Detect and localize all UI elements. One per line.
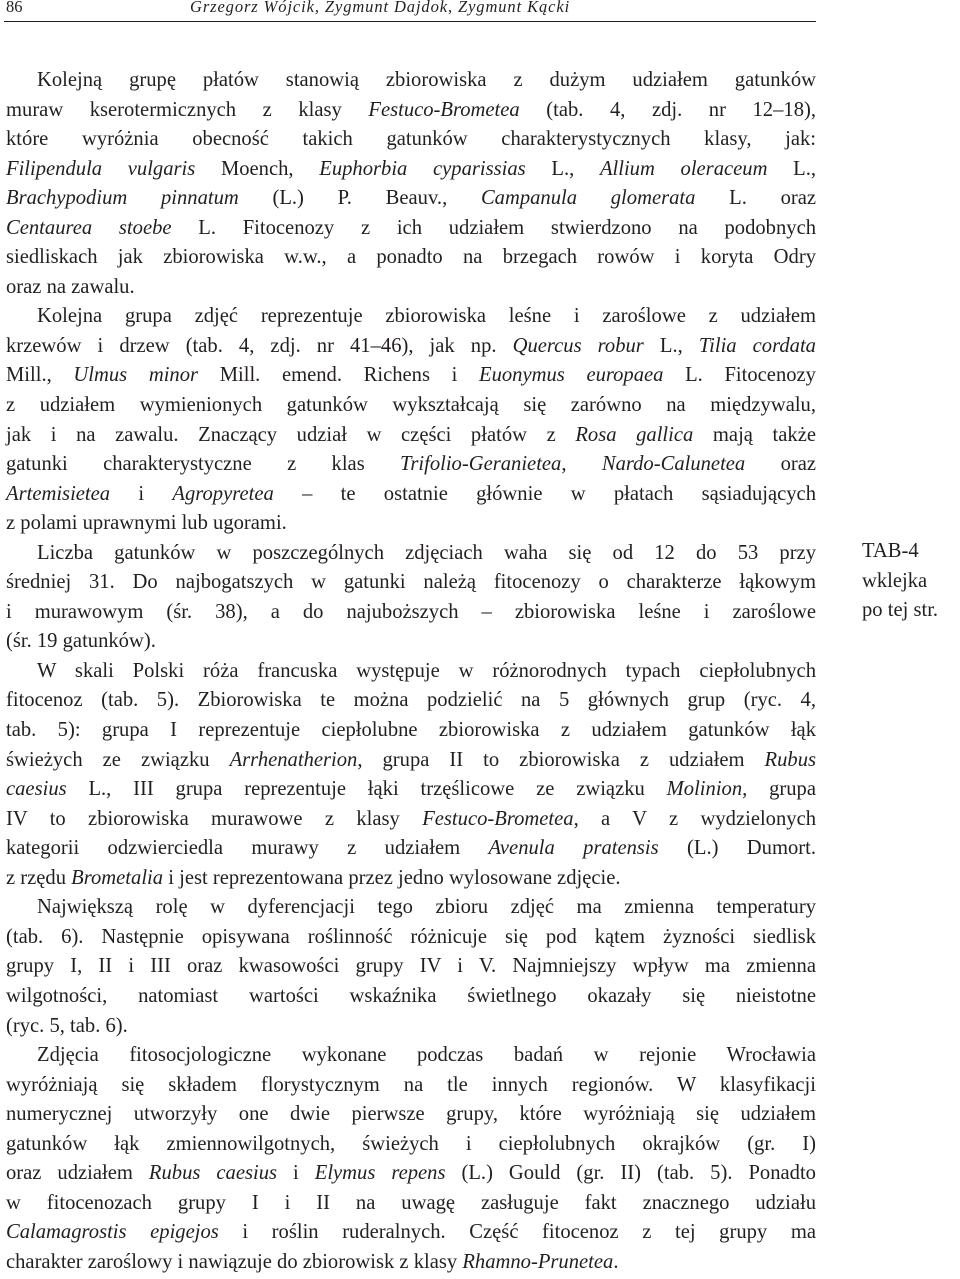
text-line [6,1159,816,1189]
text-line [6,184,816,214]
italic-taxon: Tilia cordata [698,334,816,357]
text-run: w fitocenozach grupy I i II na uwagę zasługuje fakt znacznego udziału [6,1191,816,1214]
text-run: gatunków łąk zmiennowilgotnych, świeżych i ciepłolubnych okrajków (gr. I) [6,1132,816,1155]
italic-taxon: Campanula glomerata [480,187,696,210]
italic-taxon: Molinion, [666,778,748,801]
italic-taxon: Rosa gallica [575,423,694,446]
text-line [6,509,816,539]
margin-note-line: wklejka [862,569,928,592]
text-run: i [277,1162,315,1185]
text-line [6,686,816,716]
text-run: siedliskach jak zbiorowiska w.w., a ponadto na brzegach rowów i koryta Odry [6,246,816,269]
italic-taxon: Brometalia [71,866,164,889]
text-run: Moench, [195,157,320,180]
italic-taxon: Rhamno-Prunetea [462,1250,614,1273]
italic-taxon: Festuco-Brometea [368,98,520,121]
text-run: charakter zaroślowy i nawiązuje do zbiorowisk z klasy [6,1250,463,1273]
text-line [6,893,816,923]
text-line [6,96,816,126]
text-run: (L.) Gould (gr. II) (tab. 5). Ponadto [445,1162,816,1185]
margin-note-line: po tej str. [862,599,939,622]
page-number: 86 [6,0,23,16]
text-line [6,568,816,598]
text-line [6,716,816,746]
italic-taxon: Quercus robur [512,334,644,357]
text-line [6,657,816,687]
text-run: (L.) Dumort. [658,837,816,860]
italic-taxon: Festuco-Brometea [422,807,574,830]
italic-taxon: Ulmus minor [73,364,199,387]
text-line [6,952,816,982]
text-line [6,1189,816,1219]
italic-taxon: Euphorbia cyparissias [319,157,526,180]
text-run: świeżych ze związku [6,748,230,771]
text-run: L. Fitocenozy z ich udziałem stwierdzono na podobnych [171,216,817,239]
paragraph [6,657,816,893]
text-run: krzewów i drzew (tab. 4, zdj. nr 41–46), jak np. [6,334,513,357]
text-run: mają także [693,423,816,446]
paragraph [6,302,816,538]
text-run: Zdjęcia fitosocjologiczne wykonane podczas badań w rejonie Wrocławia [37,1044,816,1067]
text-run: W skali Polski róża francuska występuje w różnorodnych typach ciepłolubnych [37,659,816,682]
text-run: gatunki charakterystyczne z klas [6,453,401,476]
text-line [6,391,816,421]
text-line [6,1071,816,1101]
text-run: L., III grupa reprezentuje łąki trzęślicowe ze związku [66,778,667,801]
text-run: numerycznej utworzyły one dwie pierwsze grupy, które wyróżniają się udziałem [6,1103,816,1126]
text-line [6,361,816,391]
text-run: L. oraz [695,187,816,210]
text-run: wilgotności, natomiast wartości wskaźnika świetlnego okazały się nieistotne [6,984,816,1007]
text-run: z polami uprawnymi lub ugorami. [6,512,287,535]
text-run: grupa [747,778,816,801]
text-run: (śr. 19 gatunków). [6,630,156,653]
text-run: z udziałem wymienionych gatunków wykształcają się zarówno na międzywalu, [6,394,816,417]
text-run: , a V z wydzielonych [573,807,817,830]
italic-taxon: Nardo-Calunetea [601,453,746,476]
italic-taxon: caesius [6,778,67,801]
article-body [6,66,816,1277]
italic-taxon: Avenula pratensis [488,837,659,860]
text-run: (tab. 4, zdj. nr 12–18), [519,98,816,121]
text-run: Największą rolę w dyferencjacji tego zbioru zdjęć ma zmienna temperatury [37,896,816,919]
text-line [6,1041,816,1071]
italic-taxon: Filipendula vulgaris [6,157,196,180]
italic-taxon: Brachypodium pinnatum [6,187,239,210]
text-line [6,627,816,657]
text-line [6,302,816,332]
text-run: tab. 5): grupa I reprezentuje ciepłolubne zbiorowiska z udziałem gatunków łąk [6,719,816,742]
text-run: jak i na zawalu. Znaczący udział w części płatów z [6,423,576,446]
italic-taxon: Arrhenatherion [229,748,358,771]
text-line [6,66,816,96]
text-run: i [110,482,173,505]
italic-taxon: Rubus caesius [148,1162,278,1185]
text-line [6,864,816,894]
text-run: oraz [745,453,816,476]
text-line [6,243,816,273]
text-run: L., [643,334,699,357]
text-run: (tab. 6). Następnie opisywana roślinność różnicuje się pod kątem żyzności siedlisk [6,925,816,948]
text-run: L., [525,157,600,180]
text-run: Kolejna grupa zdjęć reprezentuje zbiorowiska leśne i zaroślowe z udziałem [37,305,816,328]
text-run: grupy I, II i III oraz kwasowości grupy IV i V. Najmniejszy wpływ ma zmienna [6,955,816,978]
text-run: L., [767,157,817,180]
text-run: Kolejną grupę płatów stanowią zbiorowiska z dużym udziałem gatunków [37,69,816,91]
text-line [6,598,816,628]
text-run: , grupa II to zbiorowiska z udziałem [357,748,765,771]
text-run: wyróżniają się składem florystycznym na tle innych regionów. W klasyfikacji [6,1073,816,1096]
text-run: kategorii odzwierciedla murawy z udziałem [6,837,489,860]
text-run: Mill., [6,364,74,387]
text-run: IV to zbiorowiska murawowe z klasy [6,807,423,830]
text-run: oraz na zawalu. [6,275,135,298]
italic-taxon: Calamagrostis epigejos [6,1221,219,1244]
text-run: oraz udziałem [6,1162,149,1185]
text-line [6,1012,816,1042]
italic-taxon: Centaurea stoebe [6,216,172,239]
text-run: i jest reprezentowana przez jedno wylosowane zdjęcie. [163,866,621,889]
paragraph [6,1041,816,1277]
text-line [6,982,816,1012]
italic-taxon: Agropyretea [172,482,274,505]
text-run: Mill. emend. Richens i [198,364,479,387]
text-line [6,273,816,303]
text-line [6,125,816,155]
text-line [6,1248,816,1278]
italic-taxon: Allium oleraceum [599,157,768,180]
running-head-authors: Grzegorz Wójcik, Zygmunt Dajdok, Zygmunt Kącki [190,0,571,16]
text-run: średniej 31. Do najbogatszych w gatunki należą fitocenozy o charakterze łąkowym [6,571,816,594]
text-line [6,450,816,480]
text-line [6,805,816,835]
text-run: i roślin ruderalnych. Część fitocenoz z tej grupy ma [218,1221,816,1244]
paragraph [6,893,816,1041]
text-line [6,332,816,362]
header-divider [4,21,816,22]
text-run: z rzędu [6,866,72,889]
text-run: . [613,1250,619,1273]
italic-taxon: Trifolio-Geranietea [400,453,562,476]
paragraph [6,539,816,657]
text-line [6,1100,816,1130]
text-run: (L.) P. Beauv., [238,187,481,210]
text-run: – te ostatnie głównie w płatach sąsiadujących [273,482,816,505]
italic-taxon: Euonymus europaea [479,364,664,387]
text-line [6,214,816,244]
text-line [6,155,816,185]
text-line [6,923,816,953]
text-line [6,834,816,864]
text-line [6,775,816,805]
text-line [6,1218,816,1248]
text-run: L. Fitocenozy [663,364,816,387]
text-run: i murawowym (śr. 38), a do najuboższych – zbiorowiska leśne i zaroślowe [6,600,816,623]
text-run: Liczba gatunków w poszczególnych zdjęciach waha się od 12 do 53 przy [37,541,816,564]
text-line [6,539,816,569]
margin-note [862,537,938,626]
italic-taxon: Elymus repens [314,1162,446,1185]
paragraph [6,66,816,302]
text-line [6,1130,816,1160]
text-line [6,421,816,451]
text-run: (ryc. 5, tab. 6). [6,1014,128,1037]
text-run: fitocenoz (tab. 5). Zbiorowiska te można podzielić na 5 głównych grup (ryc. 4, [6,689,816,712]
text-line [6,746,816,776]
margin-note-line: TAB-4 [862,540,919,562]
text-line [6,480,816,510]
text-run: muraw kserotermicznych z klasy [6,98,369,121]
text-run: które wyróżnia obecność takich gatunków charakterystycznych klasy, jak: [6,128,816,151]
italic-taxon: Rubus [764,748,816,771]
text-run: , [561,453,602,476]
italic-taxon: Artemisietea [6,482,111,505]
